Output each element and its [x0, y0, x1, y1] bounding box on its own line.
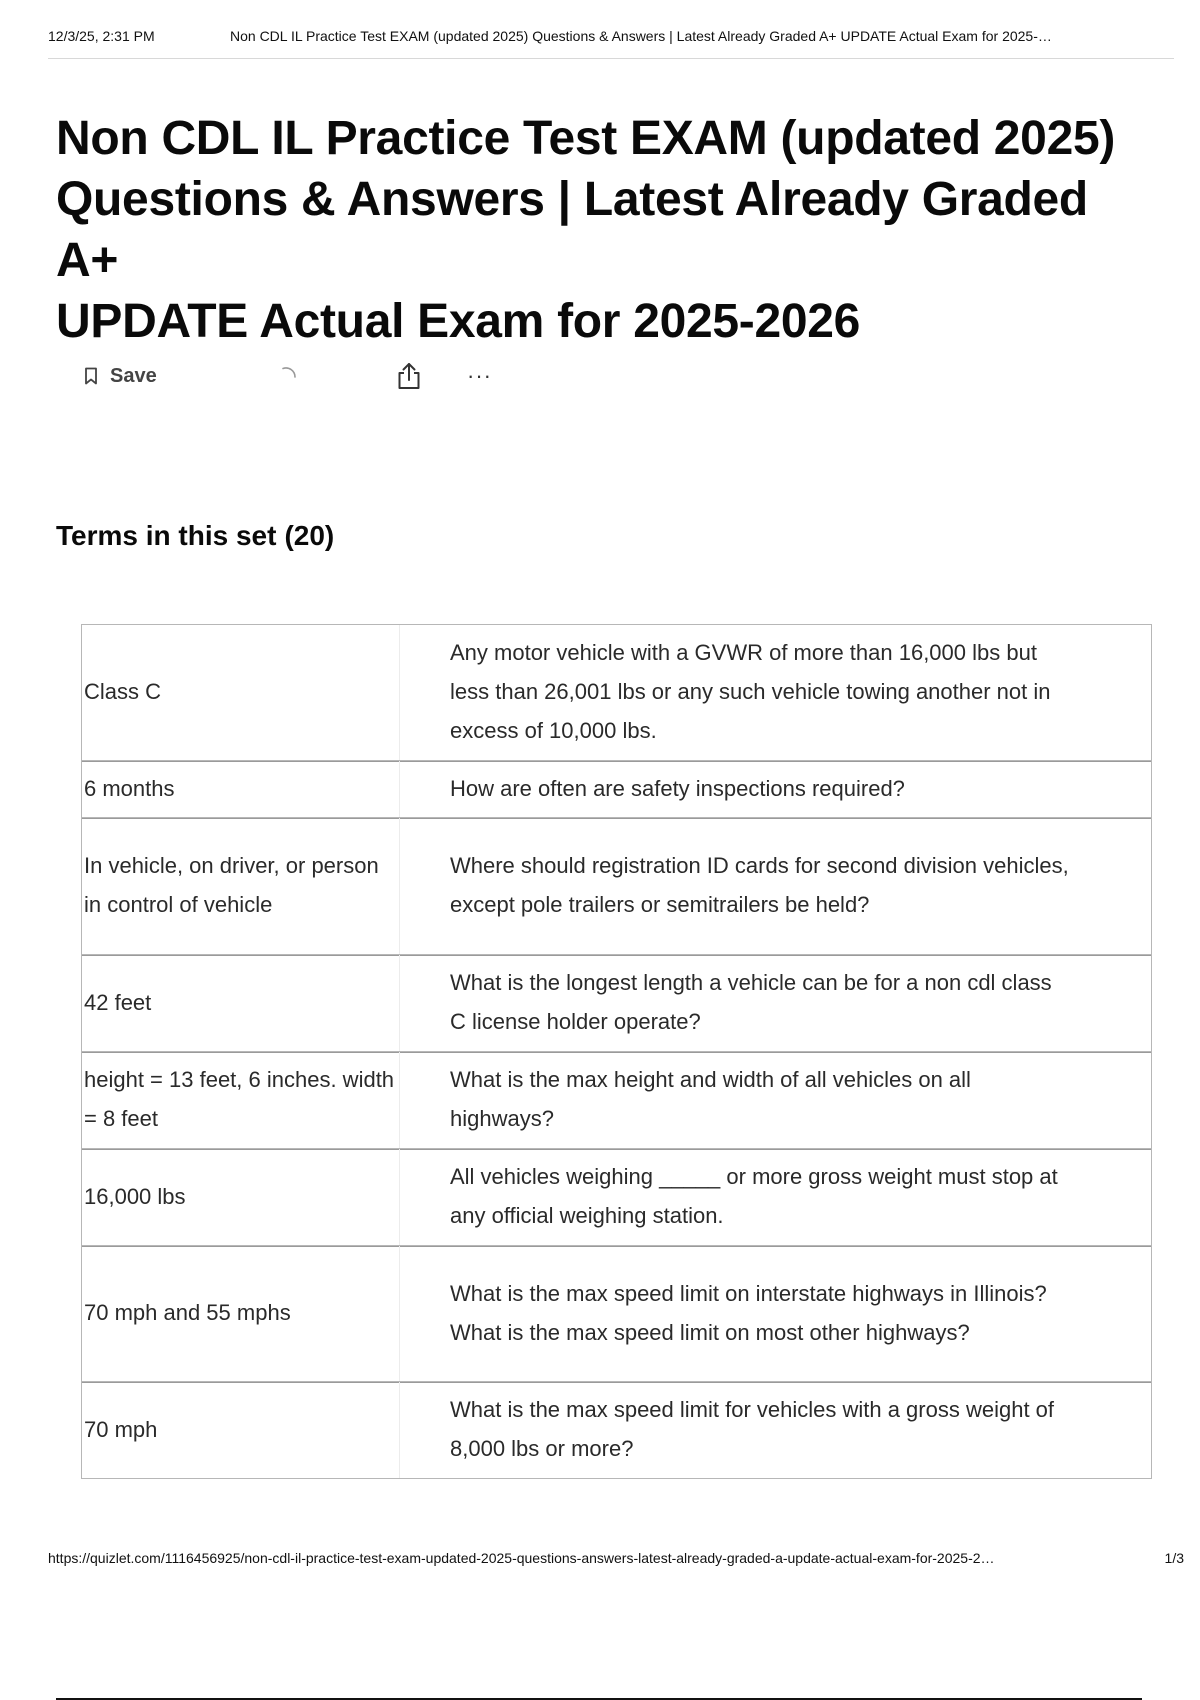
definition-cell: Any motor vehicle with a GVWR of more than 16,000 lbs but less than 26,001 lbs or any such vehicle towing another not in excess of 10,000 lbs. [450, 640, 1051, 743]
print-page-title: Non CDL IL Practice Test EXAM (updated 2025) Questions & Answers | Latest Already Graded A+ UPDATE Actual Exam for 2025-… [230, 28, 1052, 44]
print-timestamp: 12/3/25, 2:31 PM [48, 28, 155, 44]
term-cell: height = 13 feet, 6 inches. width = 8 feet [82, 1052, 400, 1148]
table-row [81, 1052, 1152, 1149]
print-footer [48, 1550, 1184, 1566]
table-row [81, 624, 1152, 761]
set-toolbar [84, 356, 524, 396]
definition-cell: How are often are safety inspections required? [450, 775, 905, 801]
more-options-button[interactable] [467, 356, 492, 396]
definition-cell: What is the max height and width of all vehicles on all highways? [450, 1067, 971, 1131]
page-title-line-1: Non CDL IL Practice Test EXAM (updated 2025) [56, 112, 1116, 165]
page-title-line-2: Questions & Answers | Latest Already Graded A+ [56, 173, 1088, 287]
term-cell: Class C [82, 625, 400, 760]
definition-cell: What is the longest length a vehicle can be for a non cdl class C license holder operate? [450, 970, 1052, 1034]
terms-heading-label: Terms in this set [56, 520, 277, 551]
terms-count: (20) [284, 520, 335, 551]
term-cell: 6 months [82, 761, 400, 817]
term-cell: 16,000 lbs [82, 1149, 400, 1245]
term-cell: 70 mph and 55 mphs [82, 1246, 400, 1381]
definition-cell: What is the max speed limit for vehicles with a gross weight of 8,000 lbs or more? [450, 1397, 1055, 1461]
definition-cell: All vehicles weighing _____ or more gross weight must stop at any official weighing station. [450, 1164, 1058, 1228]
loading-spinner-icon [276, 356, 300, 396]
terms-heading [56, 520, 334, 552]
page-title [56, 108, 1156, 352]
save-button[interactable] [84, 356, 157, 396]
save-button-label: Save [110, 364, 157, 387]
bookmark-icon [84, 367, 98, 385]
table-row [81, 818, 1152, 955]
table-row [81, 1246, 1152, 1382]
table-row [81, 955, 1152, 1052]
page-number: 1/3 [1164, 1550, 1184, 1566]
page-title-line-3: UPDATE Actual Exam for 2025-2026 [56, 295, 861, 348]
table-row [81, 1382, 1152, 1479]
definition-cell: What is the max speed limit on interstate highways in Illinois? What is the max speed limit on most other highways? [450, 1280, 1047, 1345]
term-cell: 42 feet [82, 955, 400, 1051]
term-cell: 70 mph [82, 1382, 400, 1478]
table-row [81, 1149, 1152, 1246]
share-icon [396, 361, 422, 391]
share-button[interactable] [396, 356, 422, 396]
definition-cell: Where should registration ID cards for second division vehicles, except pole trailers or semitrailers be held? [450, 853, 1069, 917]
terms-table [81, 624, 1152, 1479]
term-cell: In vehicle, on driver, or person in control of vehicle [82, 818, 400, 954]
more-options-icon: ··· [467, 363, 492, 388]
print-header [48, 28, 1174, 59]
print-url: https://quizlet.com/1116456925/non-cdl-il-practice-test-exam-updated-2025-questions-answers-latest-already-graded-a-update-actual-exam-for-2025-2… [48, 1550, 995, 1566]
table-row [81, 761, 1152, 818]
